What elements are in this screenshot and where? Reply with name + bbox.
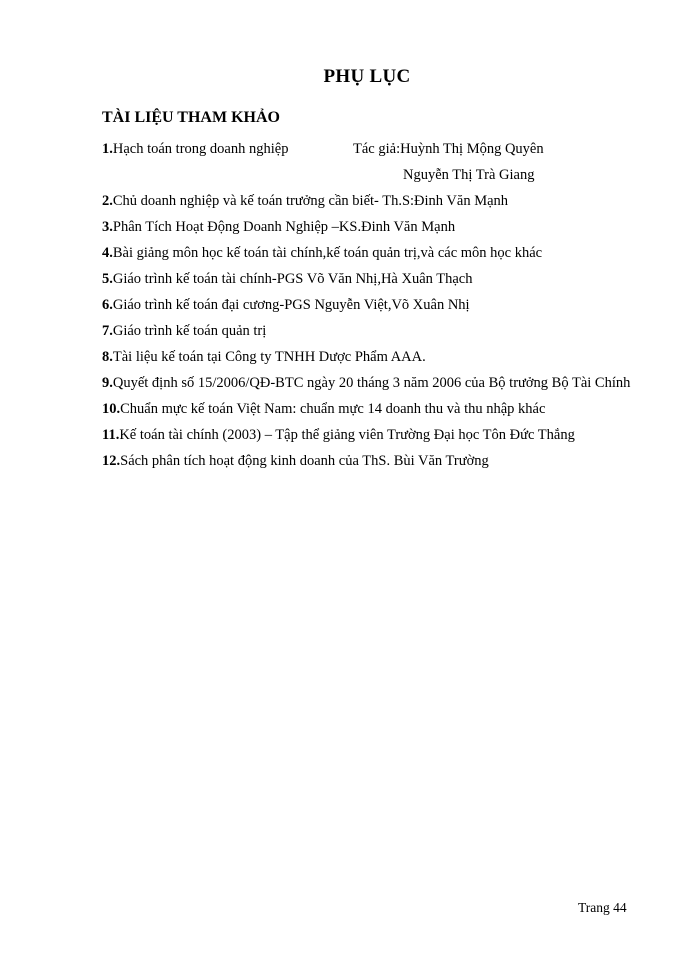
reference-item-6 bbox=[102, 292, 642, 318]
reference-item-12 bbox=[102, 448, 642, 474]
reference-text: Kế toán tài chính (2003) – Tập thể giảng viên Trường Đại học Tôn Đức Thắng bbox=[119, 427, 575, 443]
reference-item-11 bbox=[102, 422, 642, 448]
reference-author: Tác giả:Huỳnh Thị Mộng Quyên bbox=[353, 141, 544, 157]
reference-text: Phân Tích Hoạt Động Doanh Nghiệp –KS.Đinh Văn Mạnh bbox=[112, 219, 456, 235]
reference-text: Hạch toán trong doanh nghiệp bbox=[112, 141, 289, 157]
reference-text: Giáo trình kế toán quản trị bbox=[112, 323, 267, 339]
reference-text: Chủ doanh nghiệp và kế toán trưởng cần biết- Th.S:Đinh Văn Mạnh bbox=[112, 193, 509, 209]
reference-item-8 bbox=[102, 344, 642, 370]
page-number: Trang 44 bbox=[578, 900, 627, 915]
reference-item-10 bbox=[102, 396, 642, 422]
reference-text: Giáo trình kế toán tài chính-PGS Võ Văn Nhị,Hà Xuân Thạch bbox=[112, 271, 473, 287]
reference-number: 1. bbox=[102, 141, 113, 157]
reference-item-5 bbox=[102, 266, 642, 292]
page-title: PHỤ LỤC bbox=[323, 66, 411, 87]
reference-list bbox=[102, 136, 642, 474]
reference-number: 11. bbox=[102, 427, 120, 443]
reference-item-4 bbox=[102, 240, 642, 266]
reference-number: 12. bbox=[102, 453, 121, 469]
reference-author-continued: Nguyễn Thị Trà Giang bbox=[403, 167, 535, 183]
section-title: TÀI LIỆU THAM KHẢO bbox=[102, 109, 280, 126]
reference-number: 3. bbox=[102, 219, 113, 235]
reference-number: 4. bbox=[102, 245, 113, 261]
reference-item-9 bbox=[102, 370, 642, 396]
reference-text: Sách phân tích hoạt động kinh doanh của ThS. Bùi Văn Trường bbox=[120, 453, 489, 469]
reference-number: 9. bbox=[102, 375, 113, 391]
reference-text: Bài giảng môn học kế toán tài chính,kế toán quản trị,và các môn học khác bbox=[112, 245, 543, 261]
reference-number: 6. bbox=[102, 297, 113, 313]
reference-text: Chuẩn mực kế toán Việt Nam: chuẩn mực 14 doanh thu và thu nhập khác bbox=[120, 401, 546, 417]
reference-number: 8. bbox=[102, 349, 113, 365]
reference-number: 7. bbox=[102, 323, 113, 339]
reference-item-7 bbox=[102, 318, 642, 344]
reference-text: Giáo trình kế toán đại cương-PGS Nguyễn Việt,Võ Xuân Nhị bbox=[112, 297, 470, 313]
reference-number: 2. bbox=[102, 193, 113, 209]
reference-item-3 bbox=[102, 214, 642, 240]
reference-text: Quyết định số 15/2006/QĐ-BTC ngày 20 tháng 3 năm 2006 của Bộ trưởng Bộ Tài Chính bbox=[112, 375, 631, 391]
reference-text: Tài liệu kế toán tại Công ty TNHH Dược Phẩm AAA. bbox=[112, 349, 426, 365]
reference-number: 10. bbox=[102, 401, 121, 417]
reference-item-1 bbox=[102, 136, 642, 188]
reference-item-2 bbox=[102, 188, 642, 214]
reference-number: 5. bbox=[102, 271, 113, 287]
